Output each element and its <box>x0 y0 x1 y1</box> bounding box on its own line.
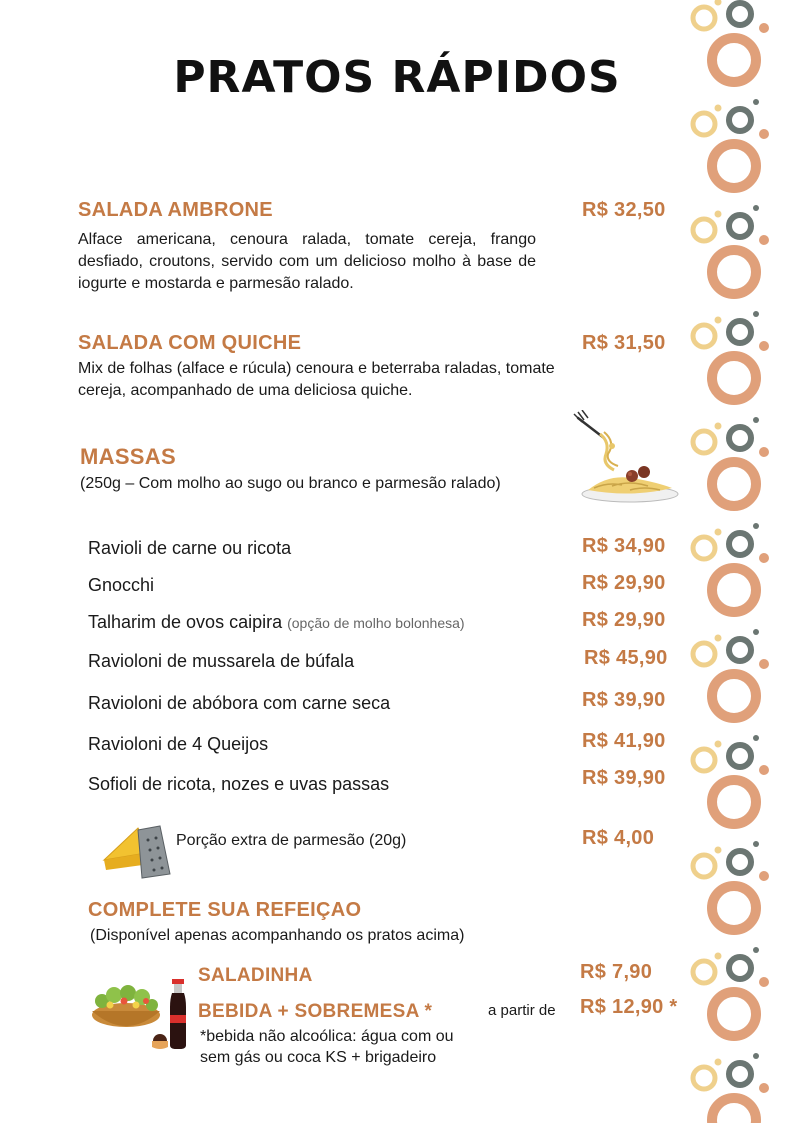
deco-ring-yellow <box>693 7 715 29</box>
decorative-rings-border <box>684 0 794 1123</box>
deco-ring-yellow <box>693 643 715 665</box>
cheese-grater-icon <box>102 820 174 880</box>
extra-parmesao-label: Porção extra de parmesão (20g) <box>176 832 407 849</box>
deco-dot <box>753 311 759 317</box>
deco-ring-gray <box>729 3 751 25</box>
deco-dot <box>753 99 759 105</box>
pasta-item-talharim <box>88 612 465 633</box>
pasta-plate-icon <box>572 410 682 506</box>
pasta-item-ravioloni-abobora: Ravioloni de abóbora com carne seca <box>88 693 391 713</box>
deco-dot <box>759 341 769 351</box>
deco-dot <box>753 523 759 529</box>
bebida-prefix: a partir de <box>488 1002 556 1019</box>
saladinha-name: SALADINHA <box>198 965 313 986</box>
pasta-item-ravioloni-bufala: Ravioloni de mussarela de búfala <box>88 651 355 671</box>
deco-dot <box>759 447 769 457</box>
deco-dot <box>759 871 769 881</box>
deco-ring-yellow <box>693 219 715 241</box>
deco-ring-gray <box>729 745 751 767</box>
deco-ring-yellow <box>693 113 715 135</box>
bebida-note-line1: *bebida não alcoólica: água com ou <box>200 1028 454 1045</box>
deco-ring-orange <box>712 462 756 506</box>
deco-dot <box>715 847 722 854</box>
deco-ring-yellow <box>693 961 715 983</box>
deco-ring-gray <box>729 427 751 449</box>
pasta-item-gnocchi: Gnocchi <box>88 575 155 595</box>
deco-dot <box>759 765 769 775</box>
deco-dot <box>715 317 722 324</box>
deco-ring-yellow <box>693 855 715 877</box>
extra-parmesao-price: R$ 4,00 <box>582 827 655 849</box>
deco-ring-yellow <box>693 1067 715 1089</box>
deco-dot <box>715 105 722 112</box>
salad-ambrone-price: R$ 32,50 <box>582 199 666 221</box>
talharim-note: (opção de molho bolonhesa) <box>287 615 465 631</box>
deco-ring-orange <box>712 356 756 400</box>
deco-dot <box>759 1083 769 1093</box>
deco-ring-orange <box>712 38 756 82</box>
deco-ring-yellow <box>693 325 715 347</box>
pasta-price-ravioloni-abobora: R$ 39,90 <box>582 689 666 711</box>
salad-quiche-description: Mix de folhas (alface e rúcula) cenoura e beterraba raladas, tomate cereja, acompanhado de uma deliciosa quiche. <box>78 360 555 399</box>
deco-dot <box>715 953 722 960</box>
bebida-sobremesa-name: BEBIDA + SOBREMESA * <box>198 1001 433 1022</box>
deco-ring-gray <box>729 321 751 343</box>
pasta-item-ravioli: Ravioli de carne ou ricota <box>88 538 292 558</box>
massas-subtitle: (250g – Com molho ao sugo ou branco e parmesão ralado) <box>80 475 501 492</box>
deco-dot <box>753 841 759 847</box>
deco-ring-gray <box>729 639 751 661</box>
deco-dot <box>753 417 759 423</box>
salad-quiche-price: R$ 31,50 <box>582 332 666 354</box>
deco-dot <box>715 1059 722 1066</box>
pasta-item-sofioli: Sofioli de ricota, nozes e uvas passas <box>88 774 390 794</box>
deco-dot <box>759 235 769 245</box>
salad-bowl-drink-icon <box>88 975 198 1055</box>
deco-dot <box>715 0 722 6</box>
deco-ring-orange <box>712 674 756 718</box>
bebida-sobremesa-price: R$ 12,90 * <box>580 996 678 1018</box>
deco-dot <box>759 553 769 563</box>
deco-dot <box>715 635 722 642</box>
deco-ring-gray <box>729 957 751 979</box>
complete-subtitle: (Disponível apenas acompanhando os pratos acima) <box>90 927 465 944</box>
deco-ring-orange <box>712 568 756 612</box>
complete-heading: COMPLETE SUA REFEIÇAO <box>88 899 362 921</box>
massas-heading: MASSAS <box>80 444 176 469</box>
deco-ring-gray <box>729 1063 751 1085</box>
salad-ambrone-name: SALADA AMBRONE <box>78 199 273 221</box>
talharim-name: Talharim de ovos caipira <box>88 612 283 632</box>
deco-ring-gray <box>729 109 751 131</box>
deco-dot <box>759 23 769 33</box>
deco-dot <box>753 735 759 741</box>
deco-dot <box>753 947 759 953</box>
deco-ring-orange <box>712 144 756 188</box>
deco-ring-gray <box>729 851 751 873</box>
deco-dot <box>715 211 722 218</box>
pasta-item-ravioloni-queijos: Ravioloni de 4 Queijos <box>88 734 269 754</box>
deco-ring-gray <box>729 215 751 237</box>
pasta-price-talharim: R$ 29,90 <box>582 609 666 631</box>
pasta-price-ravioloni-bufala: R$ 45,90 <box>584 647 668 669</box>
deco-ring-orange <box>712 886 756 930</box>
deco-dot <box>759 129 769 139</box>
deco-ring-orange <box>712 992 756 1036</box>
pasta-price-sofioli: R$ 39,90 <box>582 767 666 789</box>
deco-dot <box>759 659 769 669</box>
deco-ring-yellow <box>693 749 715 771</box>
deco-ring-gray <box>729 533 751 555</box>
salad-quiche-name: SALADA COM QUICHE <box>78 332 302 354</box>
deco-dot <box>753 205 759 211</box>
deco-ring-yellow <box>693 537 715 559</box>
salad-ambrone-description: Alface americana, cenoura ralada, tomate cereja, frango desfiado, croutons, servido com um delicioso molho à base de iogurte e mostarda e parmesão ralado. <box>78 231 536 292</box>
pasta-price-ravioloni-queijos: R$ 41,90 <box>582 730 666 752</box>
bebida-note-line2: sem gás ou coca KS + brigadeiro <box>200 1049 437 1066</box>
deco-dot <box>753 629 759 635</box>
saladinha-price: R$ 7,90 <box>580 961 653 983</box>
deco-ring-yellow <box>693 431 715 453</box>
deco-dot <box>759 977 769 987</box>
deco-dot <box>753 1053 759 1059</box>
deco-dot <box>715 423 722 430</box>
deco-dot <box>715 741 722 748</box>
deco-ring-orange <box>712 250 756 294</box>
page-title: PRATOS RÁPIDOS <box>173 52 621 103</box>
pasta-price-ravioli: R$ 34,90 <box>582 535 666 557</box>
deco-dot <box>715 529 722 536</box>
deco-ring-orange <box>712 1098 756 1123</box>
deco-ring-orange <box>712 780 756 824</box>
pasta-price-gnocchi: R$ 29,90 <box>582 572 666 594</box>
